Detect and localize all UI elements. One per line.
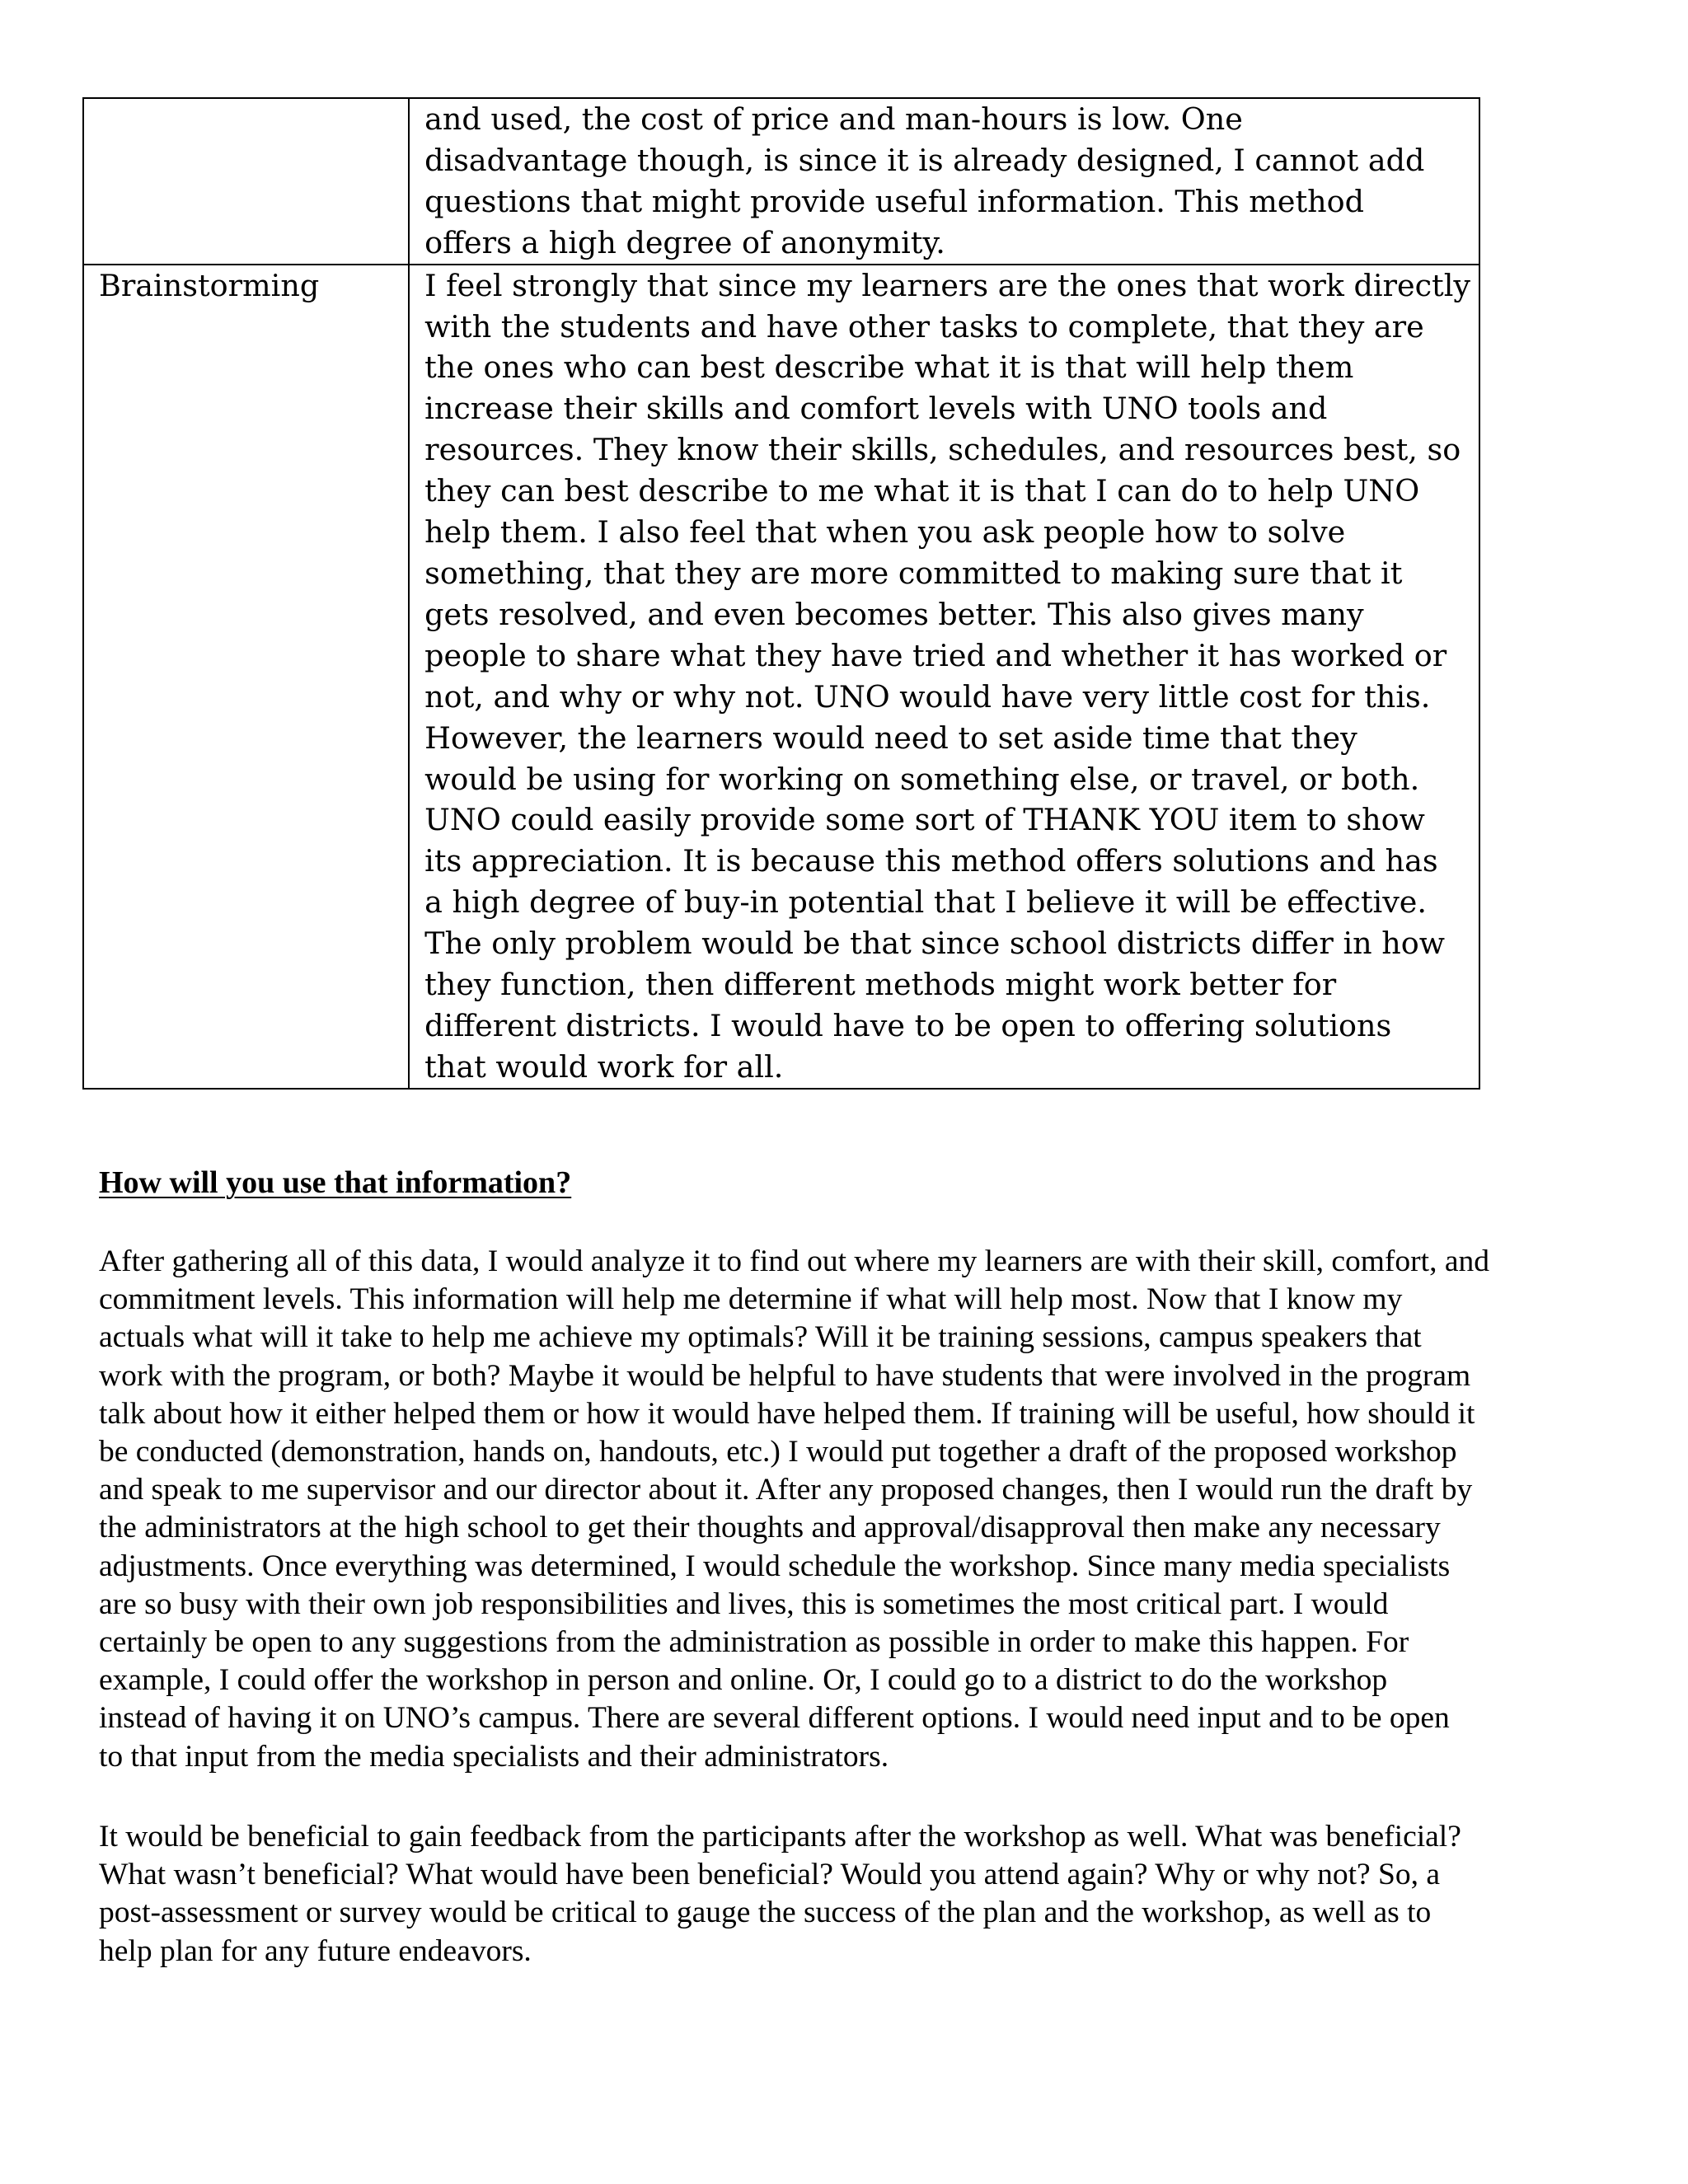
methods-table [82, 97, 1480, 1090]
description-line: with the students and have other tasks to complete, that they are [424, 308, 1424, 344]
paragraph-line: After gathering all of this data, I would analyze it to find out where my learners are with their skill, comfort, and [99, 1244, 1489, 1278]
description-line: they can best describe to me what it is that I can do to help UNO [424, 473, 1420, 509]
paragraph-line: example, I could offer the workshop in person and online. Or, I could go to a district to do the workshop [99, 1663, 1388, 1698]
description-line: increase their skills and comfort levels with UNO tools and [424, 391, 1328, 427]
description-line: different districts. I would have to be open to offering solutions [424, 1007, 1392, 1043]
description-cell [409, 265, 1479, 1089]
method-cell: Brainstorming [83, 265, 409, 1089]
paragraph-line: to that input from the media specialists and their administrators. [99, 1739, 889, 1774]
description-line: would be using for working on something else, or travel, or both. [424, 761, 1420, 797]
paragraph-line: post-assessment or survey would be critical to gauge the success of the plan and the workshop, as well as to [99, 1896, 1432, 1930]
paragraph-line: work with the program, or both? Maybe it would be helpful to have students that were involved in the program [99, 1358, 1471, 1393]
description-line: offers a high degree of anonymity. [424, 224, 945, 260]
description-line: UNO could easily provide some sort of THANK YOU item to show [424, 802, 1425, 838]
paragraph-line: certainly be open to any suggestions from the administration as possible in order to make this happen. For [99, 1625, 1409, 1660]
description-line: something, that they are more committed to making sure that it [424, 555, 1403, 591]
description-line: a high degree of buy-in potential that I believe it will be effective. [424, 884, 1428, 921]
paragraph-line: and speak to me supervisor and our director about it. After any proposed changes, then I would run the draft by [99, 1473, 1473, 1507]
paragraph-line: instead of having it on UNO’s campus. There are several different options. I would need input and to be open [99, 1701, 1450, 1736]
paragraph-line: help plan for any future endeavors. [99, 1933, 532, 1968]
paragraph-line: be conducted (demonstration, hands on, handouts, etc.) I would put together a draft of the proposed workshop [99, 1435, 1457, 1469]
description-line: its appreciation. It is because this method offers solutions and has [424, 843, 1438, 879]
description-line: questions that might provide useful information. This method [424, 183, 1365, 219]
description-line: people to share what they have tried and whether it has worked or [424, 637, 1447, 673]
paragraph-line: actuals what will it take to help me achieve my optimals? Will it be training sessions, campus speakers that [99, 1320, 1422, 1355]
body-paragraph [99, 1243, 1489, 1776]
paragraph-line: the administrators at the high school to get their thoughts and approval/disapproval then make any necessary [99, 1511, 1441, 1545]
body-paragraph [99, 1818, 1461, 1971]
description-line: the ones who can best describe what it is that will help them [424, 349, 1354, 386]
paragraph-line: adjustments. Once everything was determined, I would schedule the workshop. Since many media specialists [99, 1549, 1451, 1583]
description-line: gets resolved, and even becomes better. This also gives many [424, 596, 1364, 632]
method-cell [83, 98, 409, 265]
description-line: disadvantage though, is since it is already designed, I cannot add [424, 142, 1425, 178]
description-line: resources. They know their skills, schedules, and resources best, so [424, 432, 1461, 468]
description-line: The only problem would be that since school districts differ in how [424, 926, 1445, 962]
paragraph-line: What wasn’t beneficial? What would have been beneficial? Would you attend again? Why or why not? So, a [99, 1858, 1441, 1892]
description-line: they function, then different methods might work better for [424, 967, 1337, 1003]
description-line: help them. I also feel that when you ask people how to solve [424, 514, 1346, 551]
description-cell [409, 98, 1479, 265]
table-row [83, 98, 1479, 265]
paragraph-line: commitment levels. This information will help me determine if what will help most. Now that I know my [99, 1282, 1403, 1317]
description-line: However, the learners would need to set aside time that they [424, 719, 1357, 756]
description-line: and used, the cost of price and man-hours is low. One [424, 101, 1243, 137]
paragraph-line: are so busy with their own job responsibilities and lives, this is sometimes the most critical part. I would [99, 1586, 1389, 1621]
paragraph-line: It would be beneficial to gain feedback from the participants after the workshop as well. What was beneficial? [99, 1820, 1461, 1854]
description-line: not, and why or why not. UNO would have very little cost for this. [424, 678, 1431, 715]
section-heading: How will you use that information? [99, 1165, 572, 1200]
description-line: that would work for all. [424, 1048, 784, 1085]
description-line: I feel strongly that since my learners are the ones that work directly [424, 267, 1470, 303]
table-row [83, 265, 1479, 1089]
paragraph-line: talk about how it either helped them or how it would have helped them. If training will be useful, how should it [99, 1396, 1475, 1431]
